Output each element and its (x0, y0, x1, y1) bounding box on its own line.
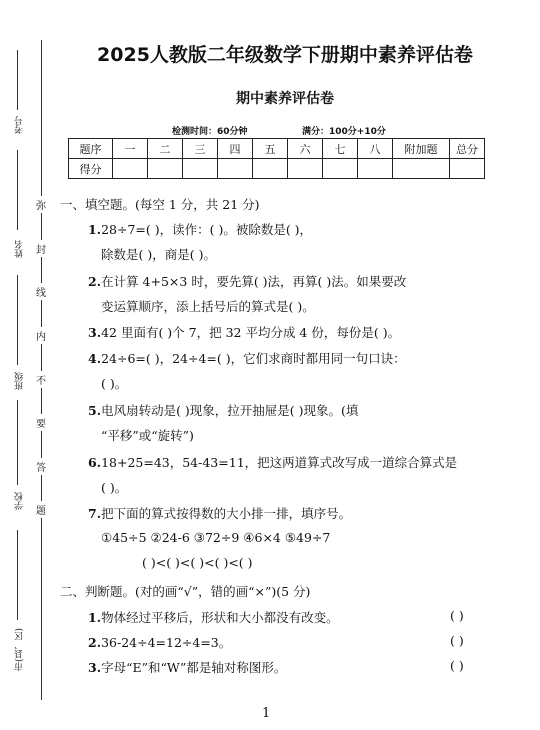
seal-char: 不 (36, 371, 46, 388)
score-cell[interactable] (288, 159, 323, 179)
question-6-line-2: ( )。 (101, 480, 128, 495)
section2-title: 二、判断题。(对的画“√”，错的画“×”)(5 分) (60, 584, 311, 599)
city-label: 市(县、区) (15, 628, 25, 672)
question-number: 1. (88, 222, 102, 237)
judge-question-3 (88, 658, 286, 676)
question-number: 5. (88, 403, 102, 418)
question-7-line-1 (88, 504, 351, 522)
question-number: 6. (88, 455, 102, 470)
question-2-line-1 (88, 272, 406, 290)
question-7-options: ①45÷5 ②24-6 ③72÷9 ④6×4 ⑤49÷7 (101, 530, 331, 545)
question-text: 28÷7=( )，读作：( )。被除数是( )， (101, 222, 313, 237)
score-header-cell: 五 (253, 139, 288, 159)
name-label: 姓名 (15, 240, 25, 258)
question-text: 物体经过平移后，形状和大小都没有改变。 (101, 610, 339, 625)
page-subtitle: 期中素养评估卷 (236, 91, 334, 107)
judge-answer-box[interactable]: ( ) (450, 658, 464, 673)
score-header-cell: 二 (148, 139, 183, 159)
question-5-line-1 (88, 401, 358, 419)
question-2-line-2: 变运算顺序，添上括号后的算式是( )。 (101, 299, 315, 314)
score-header-cell: 一 (113, 139, 148, 159)
score-cell[interactable] (323, 159, 358, 179)
question-5-line-2: “平移”或“旋转”) (101, 428, 194, 443)
question-1-line-2: 除数是( )，商是( )。 (101, 247, 216, 262)
name-field[interactable] (17, 150, 18, 230)
school-field[interactable] (17, 400, 18, 485)
score-cell[interactable] (393, 159, 450, 179)
score-header-cell: 题序 (69, 139, 113, 159)
page-title: 2025人教版二年级数学下册期中素养评估卷 (97, 44, 473, 66)
question-number: 3. (88, 325, 102, 340)
score-header-cell: 六 (288, 139, 323, 159)
question-text: 电风扇转动是( )现象，拉开抽屉是( )现象。(填 (101, 403, 359, 418)
class-label: 班级 (15, 372, 25, 390)
question-text: 把下面的算式按得数的大小排一排，填序号。 (101, 506, 352, 521)
judge-question-2 (88, 633, 231, 651)
score-table-score-row (69, 159, 485, 179)
full-score: 满分：100分+10分 (302, 127, 386, 137)
question-7-answer-line: ( )<( )<( )<( )<( ) (142, 555, 253, 570)
question-text: 字母“E”和“W”都是轴对称图形。 (101, 660, 287, 675)
class-field[interactable] (17, 275, 18, 365)
question-number: 7. (88, 506, 102, 521)
exam-no-field[interactable] (17, 50, 18, 110)
question-text: 24÷6=( )，24÷4=( )，它们求商时都用同一句口诀： (101, 351, 406, 366)
question-text: 36-24÷4=12÷4=3。 (101, 635, 232, 650)
question-number: 1. (88, 610, 102, 625)
score-cell[interactable] (450, 159, 485, 179)
exam-time: 检测时间：60分钟 (172, 127, 248, 137)
score-header-cell: 三 (183, 139, 218, 159)
question-3-line-1 (88, 323, 400, 341)
seal-char: 弥 (36, 196, 46, 213)
score-cell[interactable] (148, 159, 183, 179)
score-cell[interactable] (358, 159, 393, 179)
score-table (68, 138, 485, 179)
school-label: 学校 (15, 492, 25, 510)
score-header-cell: 总分 (450, 139, 485, 159)
question-number: 3. (88, 660, 102, 675)
question-4-line-1 (88, 349, 406, 367)
question-text: 42 里面有( )个 7，把 32 平均分成 4 份，每份是( )。 (101, 325, 401, 340)
score-cell[interactable] (218, 159, 253, 179)
question-number: 2. (88, 274, 102, 289)
seal-char: 答 (36, 458, 46, 475)
score-header-cell: 七 (323, 139, 358, 159)
exam-no-label: 考号 (15, 116, 25, 134)
score-header-cell: 四 (218, 139, 253, 159)
page-number: 1 (262, 706, 271, 721)
section1-title: 一、填空题。(每空 1 分，共 21 分) (60, 197, 260, 212)
question-text: 18+25=43，54-43=11，把这两道算式改写成一道综合算式是 (101, 455, 458, 470)
seal-char: 封 (36, 240, 46, 257)
score-cell[interactable] (253, 159, 288, 179)
score-header-cell: 附加题 (393, 139, 450, 159)
city-field[interactable] (17, 530, 18, 620)
question-4-line-2: ( )。 (101, 376, 128, 391)
question-6-line-1 (88, 453, 457, 471)
score-row-label: 得分 (69, 159, 113, 179)
question-1-line-1 (88, 220, 312, 238)
seal-char: 要 (36, 414, 46, 431)
score-header-cell: 八 (358, 139, 393, 159)
seal-char: 线 (36, 283, 46, 300)
score-cell[interactable] (183, 159, 218, 179)
seal-line (41, 40, 42, 700)
seal-char: 内 (36, 327, 46, 344)
judge-answer-box[interactable]: ( ) (450, 633, 464, 648)
question-number: 4. (88, 351, 102, 366)
question-text: 在计算 4+5×3 时，要先算( )法，再算( )法。如果要改 (101, 274, 407, 289)
score-cell[interactable] (113, 159, 148, 179)
seal-char: 题 (36, 501, 46, 518)
judge-answer-box[interactable]: ( ) (450, 608, 464, 623)
judge-question-1 (88, 608, 339, 626)
question-number: 2. (88, 635, 102, 650)
score-table-header-row (69, 139, 485, 159)
